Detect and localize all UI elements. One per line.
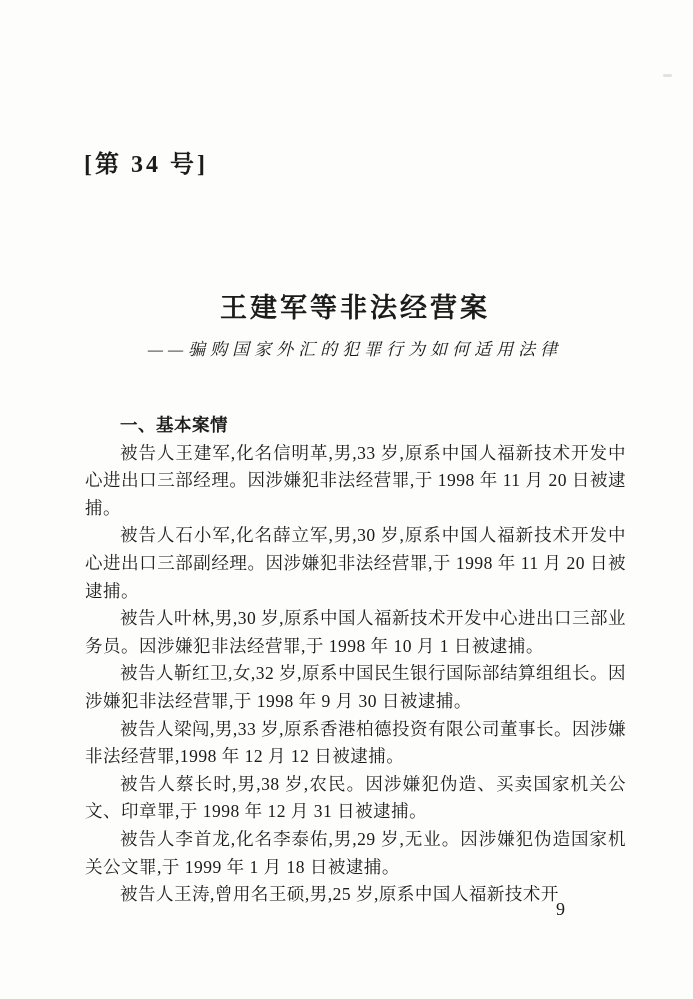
paragraph-defendant-caichangshi: 被告人蔡长时,男,38 岁,农民。因涉嫌犯伪造、买卖国家机关公文、印章罪,于 1998 年 12 月 31 日被逮捕。 [85,773,626,822]
paragraph-defendant-shixiaojun: 被告人石小军,化名薛立军,男,30 岁,原系中国人福新技术开发中心进出口三部副经理。因涉嫌犯非法经营罪,于 1998 年 11 月 20 日被逮捕。 [85,525,626,601]
paragraph-defendant-lishoulong: 被告人李首龙,化名李泰佑,男,29 岁,无业。因涉嫌犯伪造国家机关公文罪,于 1999 年 1 月 18 日被逮捕。 [85,828,626,877]
case-title: 王建军等非法经营案 [220,293,490,323]
case-subtitle: ——骗购国家外汇的犯罪行为如何适用法律 [147,340,563,359]
paragraph-defendant-jinhongwei: 被告人靳红卫,女,32 岁,原系中国民生银行国际部结算组组长。因涉嫌犯非法经营罪,于 1998 年 9 月 30 日被逮捕。 [85,663,626,711]
page-number: 9 [556,899,565,919]
paragraph-defendant-wangjianjun: 被告人王建军,化名信明革,男,33 岁,原系中国人福新技术开发中心进出口三部经理。因涉嫌犯非法经营罪,于 1998 年 11 月 20 日被逮捕。 [85,442,626,518]
paragraph-defendant-yelin: 被告人叶林,男,30 岁,原系中国人福新技术开发中心进出口三部业务员。因涉嫌犯非法经营罪,于 1998 年 10 月 1 日被逮捕。 [85,608,626,656]
body-content [85,412,626,909]
scan-speck [663,74,672,77]
case-number-label: [第 34 号] [84,152,208,178]
section-heading-basic-facts: 一、基本案情 [120,415,228,435]
title-block [85,286,625,360]
paragraph-defendant-wangtao: 被告人王涛,曾用名王硕,男,25 岁,原系中国人福新技术开 [120,884,559,905]
paragraph-defendant-liangchuang: 被告人梁闯,男,33 岁,原系香港柏德投资有限公司董事长。因涉嫌非法经营罪,1998 年 12 月 12 日被逮捕。 [85,718,626,767]
